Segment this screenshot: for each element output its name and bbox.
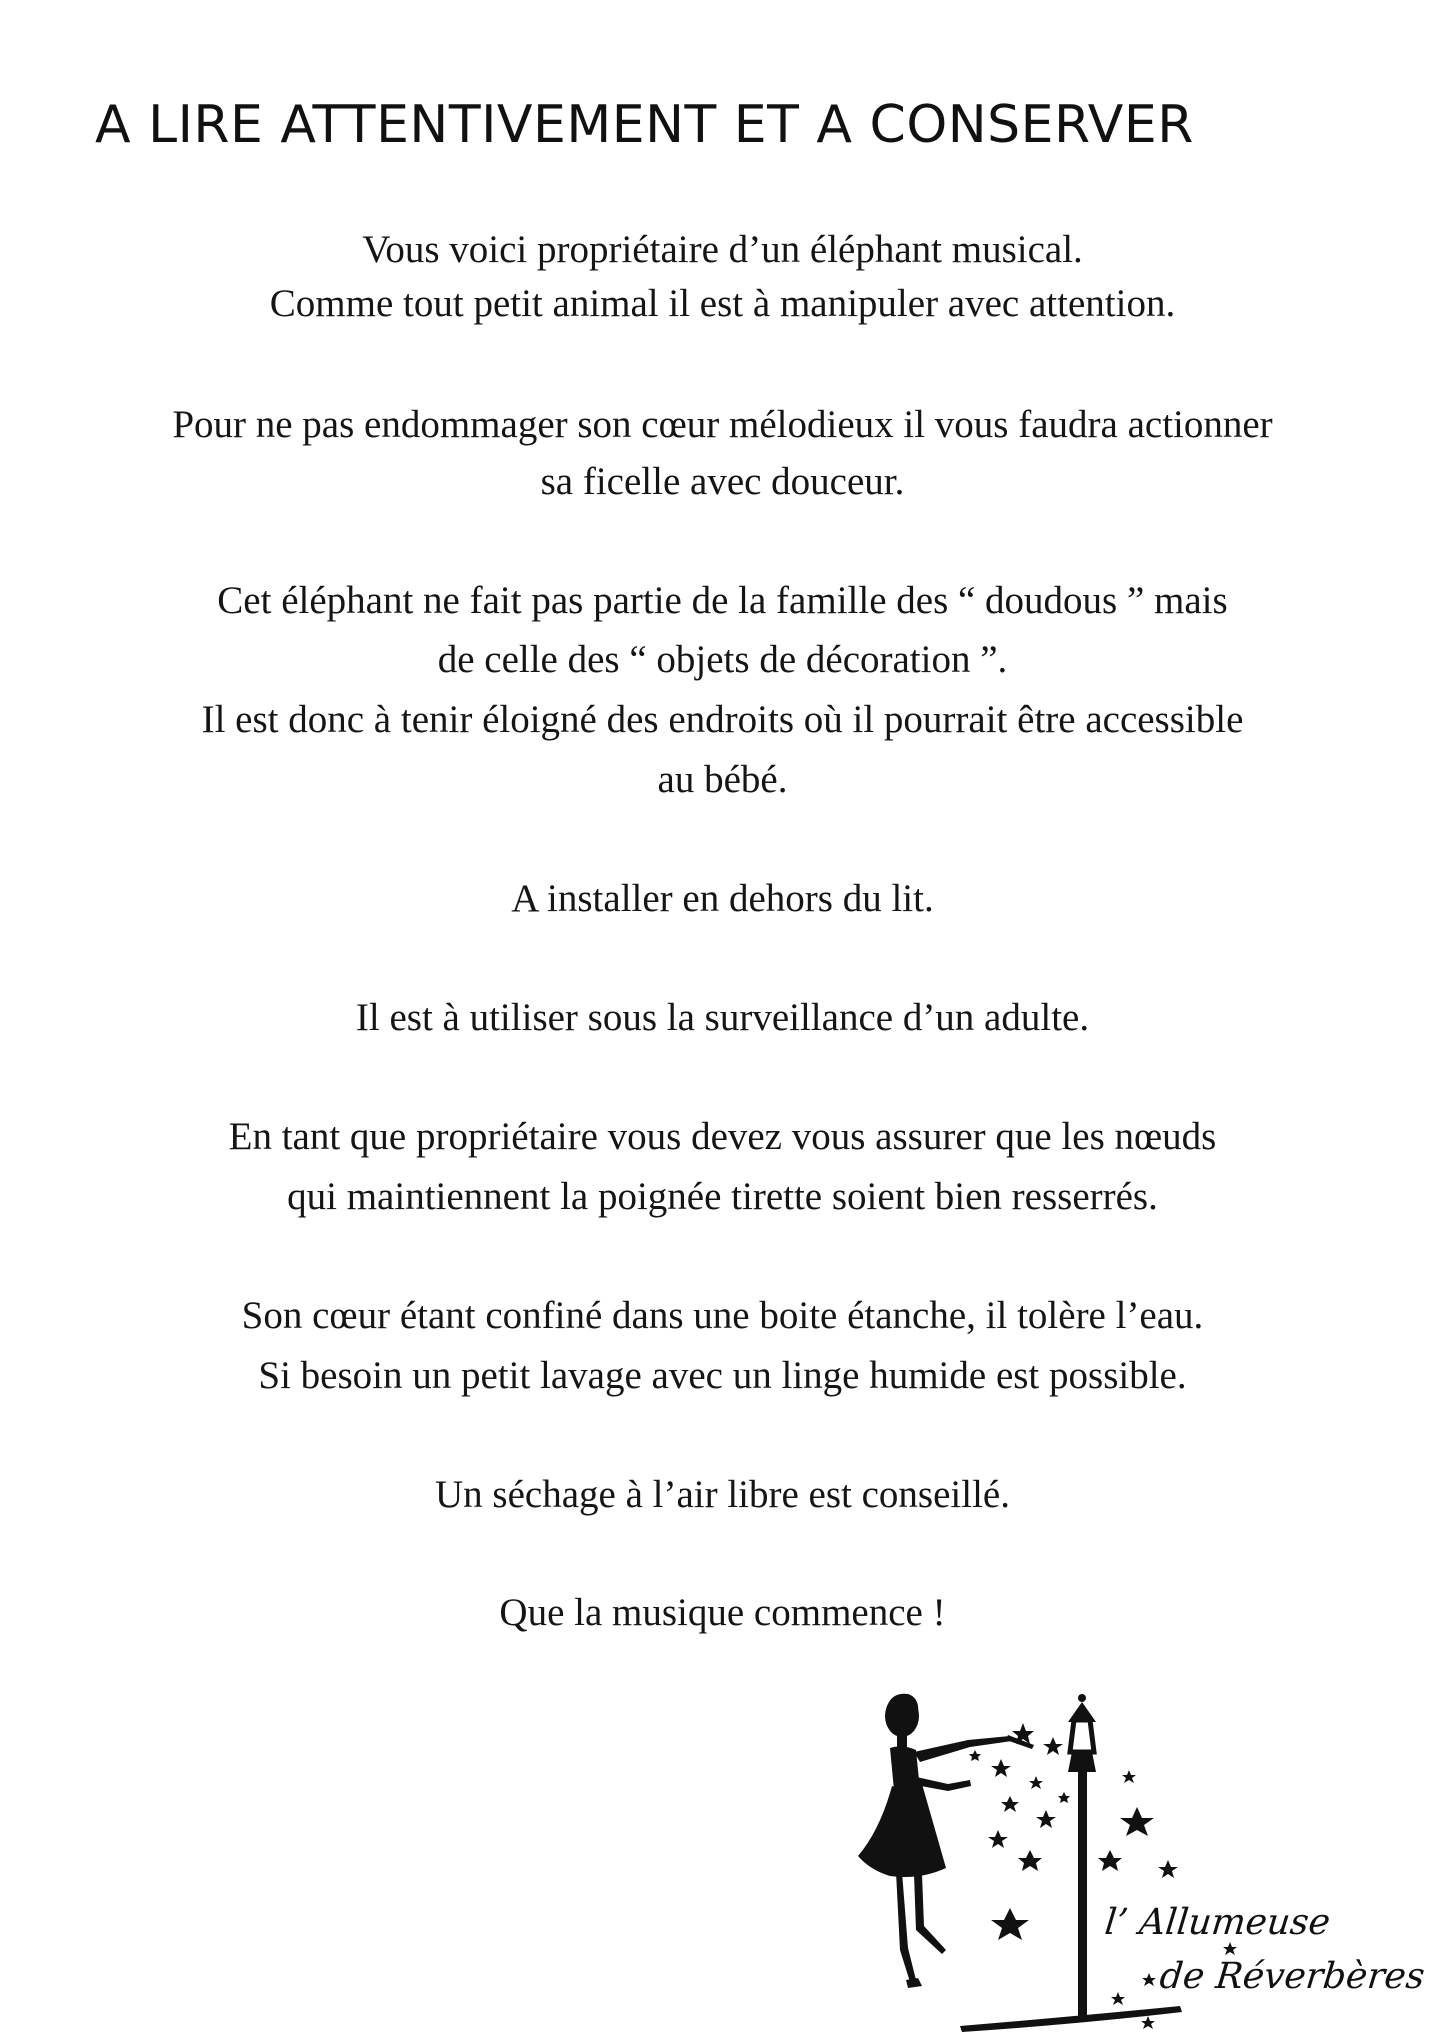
- logo-text-line2: de Réverbères: [1157, 1956, 1427, 1997]
- text-line: sa ficelle avec douceur.: [540, 460, 905, 503]
- text-line: Cet éléphant ne fait pas partie de la famille des “ doudous ” mais: [217, 579, 1228, 622]
- text-line: Si besoin un petit lavage avec un linge humide est possible.: [258, 1354, 1187, 1397]
- text-line: qui maintiennent la poignée tirette soient bien resserrés.: [287, 1175, 1158, 1218]
- text-line: Il est à utiliser sous la surveillance d’un adulte.: [355, 996, 1090, 1039]
- text-line: En tant que propriétaire vous devez vous assurer que les nœuds: [228, 1115, 1217, 1158]
- text-line: Pour ne pas endommager son cœur mélodieux il vous faudra actionner: [172, 403, 1273, 446]
- text-line: Que la musique commence !: [499, 1591, 946, 1634]
- brand-logo: [850, 1680, 1427, 2040]
- text-line: Il est donc à tenir éloigné des endroits où il pourrait être accessible: [201, 698, 1244, 741]
- text-line: Vous voici propriétaire d’un éléphant musical.: [362, 228, 1083, 271]
- text-line: Comme tout petit animal il est à manipuler avec attention.: [269, 282, 1176, 325]
- text-line: de celle des “ objets de décoration ”.: [437, 638, 1008, 681]
- text-line: Son cœur étant confiné dans une boite étanche, il tolère l’eau.: [241, 1294, 1204, 1337]
- logo-text-line1: l’ Allumeuse: [1102, 1902, 1333, 1943]
- text-line: Un séchage à l’air libre est conseillé.: [434, 1473, 1010, 1516]
- page-title: A LIRE ATTENTIVEMENT ET A CONSERVER: [95, 95, 1194, 155]
- text-line: au bébé.: [657, 758, 788, 801]
- text-line: A installer en dehors du lit.: [511, 877, 934, 920]
